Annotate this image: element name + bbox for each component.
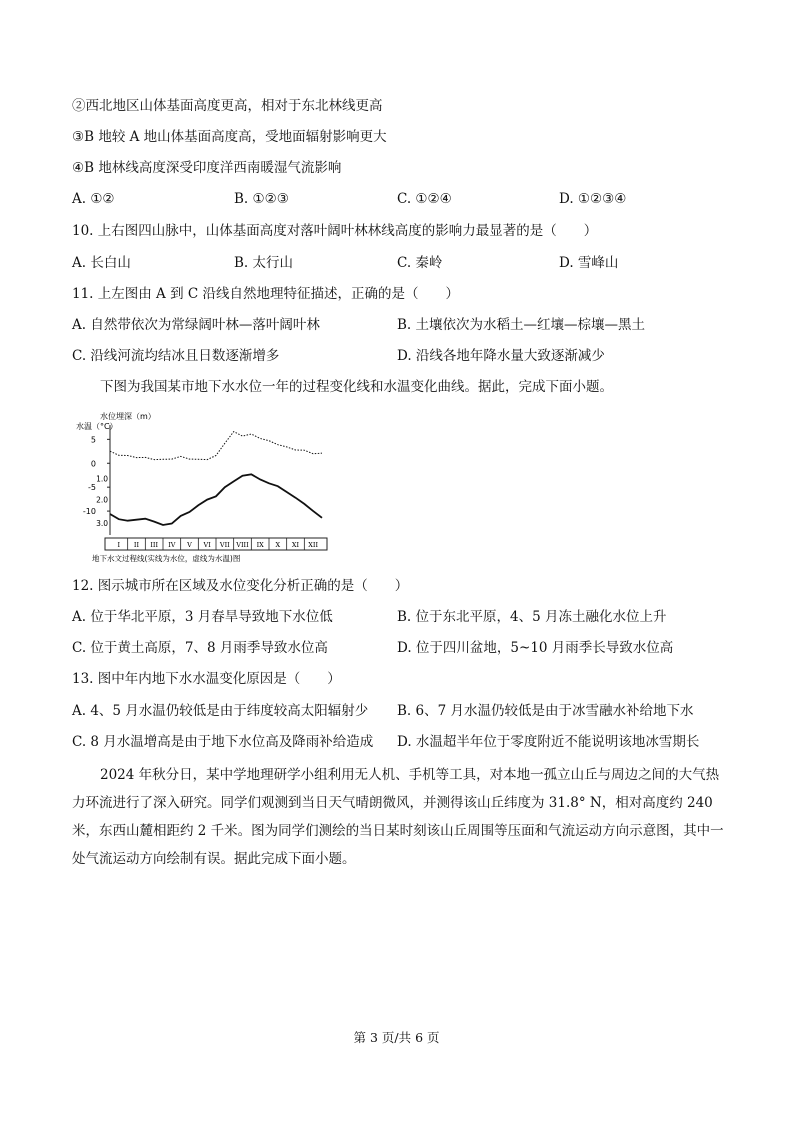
temp-tick-label: 0 <box>90 459 96 469</box>
q10-option-a: A. 长白山 <box>72 255 131 271</box>
q9-option-a: A. ①② <box>72 191 115 207</box>
month-bar <box>105 538 327 550</box>
q11-option-a: A. 自然带依次为常绿阔叶林—落叶阔叶林 <box>72 317 320 333</box>
temp-tick-label: 5 <box>90 435 96 445</box>
q11-option-b: B. 土壤依次为水稻土—红壤—棕壤—黑土 <box>397 317 646 333</box>
month-label: XI <box>291 541 300 549</box>
page-footer: 第 3 页/共 6 页 <box>353 1030 440 1045</box>
statement-4: ④B 地林线高度深受印度洋西南暖湿气流影响 <box>72 160 342 176</box>
q10-option-b: B. 太行山 <box>234 255 294 271</box>
q9-option-c: C. ①②④ <box>397 191 452 207</box>
ylabel-right: 水位埋深（m） <box>100 412 156 421</box>
q12-option-b: B. 位于东北平原，4、5 月冻土融化水位上升 <box>397 609 667 625</box>
month-label: VII <box>219 541 230 549</box>
depth-ticks <box>96 475 108 528</box>
intro-groundwater: 下图为我国某市地下水水位一年的过程变化线和水温变化曲线。据此，完成下面小题。 <box>100 379 613 395</box>
statement-3: ③B 地较 A 地山体基面高度高，受地面辐射影响更大 <box>72 129 387 145</box>
q13-option-b: B. 6、7 月水温仍较低是由于冰雪融水补给地下水 <box>397 703 694 719</box>
q10-option-c: C. 秦岭 <box>397 255 443 271</box>
ylabel-left: 水温（°C） <box>76 422 118 431</box>
q10-option-d: D. 雪峰山 <box>559 255 619 271</box>
temp-tick-label: -10 <box>82 507 96 517</box>
q13-option-d: D. 水温超半年位于零度附近不能说明该地冰雪期长 <box>397 734 700 750</box>
depth-tick-label: 2.0 <box>96 495 108 505</box>
intro-hill-circulation: 2024 年秋分日，某中学地理研学小组利用无人机、手机等工具，对本地一孤立山丘与周边之间的大气热力环流进行了深入研究。同学们观测到当日天气晴朗微风，并测得该山丘纬度为 31.8° N，相对高度约 240 米，东西山麓相距约 2 千米。图为同学们测绘的当日某时刻该山丘周围等压面和气流运动方向示意图，其中一处气流运动方向绘制有误。据此完成下面小题。 <box>72 767 724 867</box>
q11-stem: 11. 上左图由 A 到 C 沿线自然地理特征描述，正确的是（ ） <box>72 286 460 302</box>
q11-option-d: D. 沿线各地年降水量大致逐渐减少 <box>397 348 605 364</box>
depth-tick-label: 1.0 <box>96 474 108 484</box>
month-label: II <box>133 541 140 549</box>
q9-option-b: B. ①②③ <box>234 191 289 207</box>
month-label: XII <box>308 541 319 549</box>
groundwater-chart <box>74 405 334 565</box>
month-label: V <box>187 541 192 549</box>
statement-2: ②西北地区山体基面高度更高，相对于东北林线更高 <box>72 98 383 114</box>
q9-option-d: D. ①②③④ <box>559 191 627 207</box>
q12-option-a: A. 位于华北平原，3 月春旱导致地下水位低 <box>72 609 333 625</box>
q12-stem: 12. 图示城市所在区域及水位变化分析正确的是（ ） <box>72 578 409 594</box>
q12-option-d: D. 位于四川盆地，5~10 月雨季长导致水位高 <box>397 640 674 656</box>
month-label: IX <box>256 541 264 549</box>
q13-stem: 13. 图中年内地下水水温变化原因是（ ） <box>72 671 341 687</box>
q13-option-c: C. 8 月水温增高是由于地下水位高及降雨补给造成 <box>72 734 374 750</box>
depth-tick-label: 3.0 <box>96 519 108 529</box>
temp-tick-label: -5 <box>88 483 96 493</box>
q10-stem: 10. 上右图四山脉中，山体基面高度对落叶阔叶林林线高度的影响力最显著的是（ ） <box>72 223 598 239</box>
month-label: IV <box>168 541 176 549</box>
month-label: VIII <box>236 541 249 549</box>
series-water-level-line <box>110 474 322 525</box>
series-water-temp-line <box>110 432 322 460</box>
q12-option-c: C. 位于黄土高原，7、8 月雨季导致水位高 <box>72 640 328 656</box>
month-label: X <box>275 541 281 549</box>
series-layer <box>110 432 322 525</box>
q13-option-a: A. 4、5 月水温仍较低是由于纬度较高太阳辐射少 <box>72 703 369 719</box>
month-label: VI <box>203 541 211 549</box>
month-label: I <box>117 541 121 549</box>
chart-caption: 地下水文过程线(实线为水位，虚线为水温)图 <box>92 554 241 563</box>
q11-option-c: C. 沿线河流均结冰且日数逐渐增多 <box>72 348 280 364</box>
month-label: III <box>150 541 159 549</box>
